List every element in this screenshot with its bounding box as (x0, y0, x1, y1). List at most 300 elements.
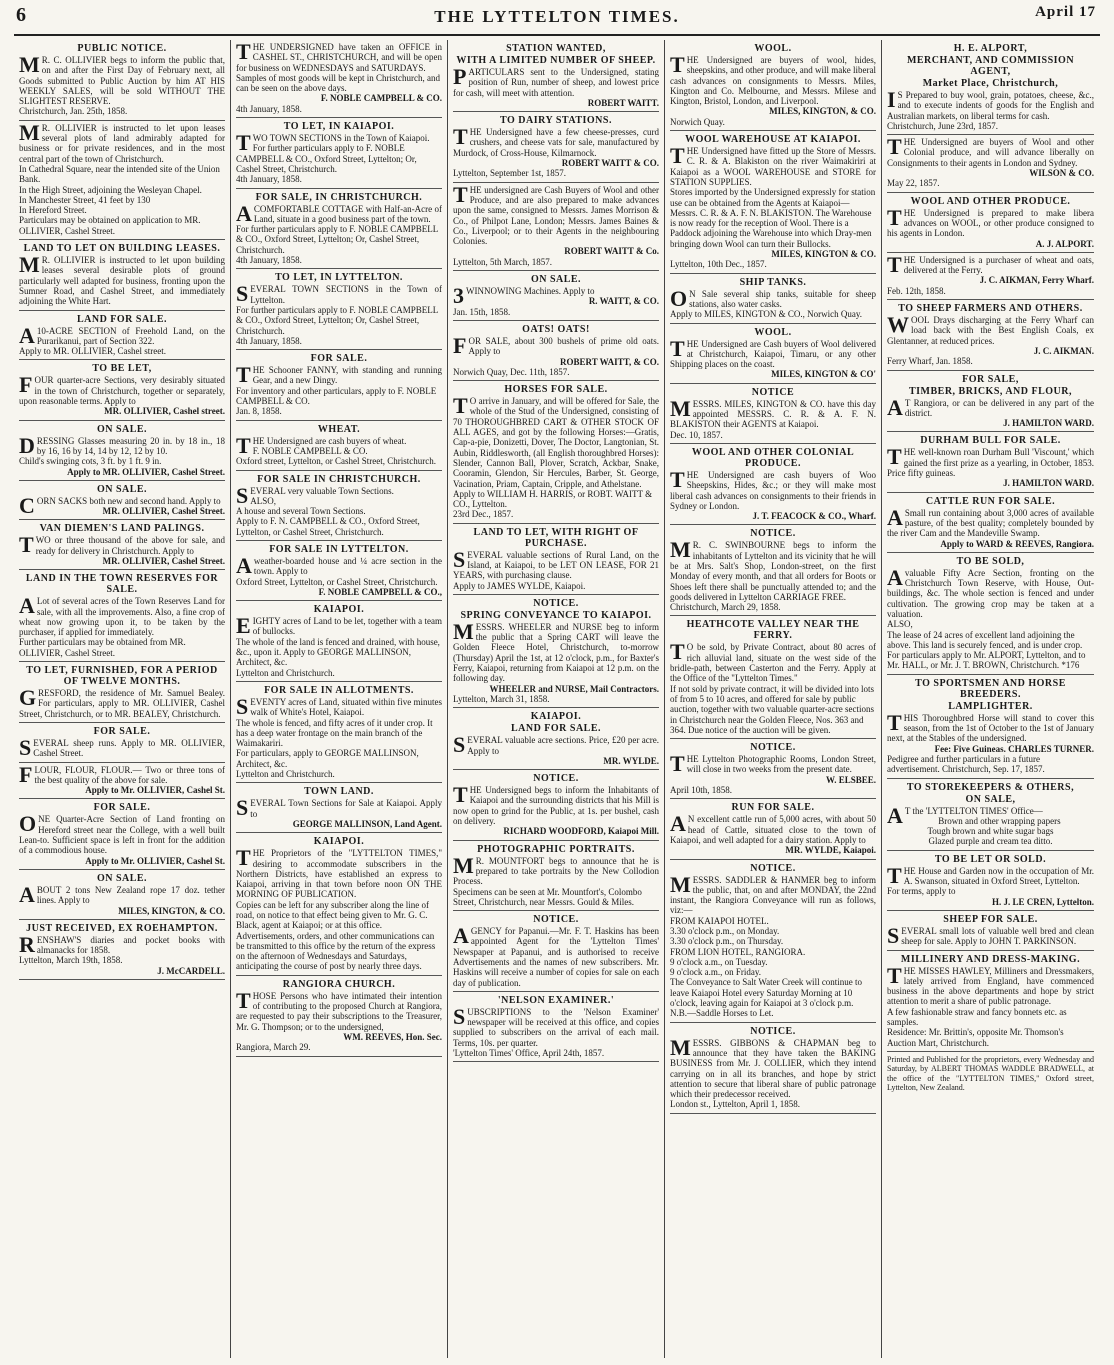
ad-text: In Hereford Street. (19, 205, 87, 216)
ad-signature: F. NOBLE CAMPBELL & CO., (318, 586, 442, 597)
ad-text: For particulars apply to Mr. ALPORT, Lyttelton, and to Mr. HALL, or Mr. J. T. BROWN, Christchurch. *176 (887, 650, 1086, 671)
ad-body: SEVERAL very valuable Town Sections. (236, 482, 394, 508)
ad-dateline: London st., Lyttelton, April 1, 1858. (670, 1099, 800, 1110)
advertisement (670, 444, 876, 525)
ad-dateline: April 10th, 1858. (670, 785, 732, 796)
advertisement (236, 189, 442, 270)
ad-signature: MR. OLLIVIER, Cashel street. (104, 406, 225, 417)
advertisement (19, 662, 225, 723)
ad-heading: FOR SALE, (962, 373, 1019, 385)
ad-heading: CATTLE RUN FOR SALE. (925, 495, 1056, 507)
ad-signature: MR. OLLIVIER, Cashel Street. (102, 506, 225, 517)
ad-dateline: 'Lyttelton Times' Office, April 24th, 1857. (453, 1048, 605, 1059)
advertisement (887, 40, 1094, 135)
ad-heading: SHEEP FOR SALE. (943, 913, 1038, 925)
ad-body: SEVERAL sheep runs. Apply to MR. OLLIVIER, Cashel Street. (19, 734, 225, 760)
ad-heading: NOTICE (751, 386, 795, 398)
ad-heading: TO SHEEP FARMERS AND OTHERS. (898, 303, 1083, 315)
page-number: 6 (16, 4, 26, 26)
ad-heading: HORSES FOR SALE. (504, 384, 608, 396)
advertisement (670, 274, 876, 324)
ad-signature: F. NOBLE CAMPBELL & CO. (320, 93, 442, 104)
ad-heading: KAIAPOI. (313, 604, 365, 616)
ad-subheading: LAND FOR SALE. (510, 723, 602, 735)
ad-heading: NOTICE. (750, 862, 796, 874)
ad-heading: NOTICE. (750, 1025, 796, 1037)
ad-heading: WOOL. (754, 326, 792, 338)
advertisement (887, 253, 1094, 300)
ad-heading: PHOTOGRAPHIC PORTRAITS. (477, 843, 635, 855)
ad-heading: MILLINERY AND DRESS-MAKING. (900, 953, 1081, 965)
ad-subheading: Market Place, Christchurch, (922, 78, 1059, 89)
ad-heading: TO LET, IN LYTTELTON. (275, 272, 403, 284)
ad-body: ALot of several acres of the Town Reserves Land for sale, with all the improvements. Also, a fine crop of wheat now growing upon it, to be taken by the purchaser, if applied for immediately. (19, 593, 225, 638)
ad-dateline: Jan. 8, 1858. (236, 406, 282, 417)
ad-body: THIS Thoroughbred Horse will stand to cover this season, from the 1st of October to the 1st of January next, at the Stables of the undersigned. (887, 709, 1094, 744)
ad-body: IS Prepared to buy wool, grain, potatoes, cheese, &c., and to execute indents of goods for the English and Australian markets, on liberal terms for cash. (887, 87, 1094, 121)
advertisement (453, 770, 659, 840)
ad-text: Particulars may be obtained on application to MR. OLLIVIER, Cashel Street. (19, 215, 201, 236)
advertisement (670, 384, 876, 444)
ad-body: THE Lyttelton Photographic Rooms, London Street, will close in two weeks from the present date. (670, 751, 876, 777)
ad-heading: LAND TO LET ON BUILDING LEASES. (23, 243, 221, 255)
ad-body: Aweather-boarded house and ¼ acre section in the town. Apply to (236, 552, 442, 578)
ad-dateline: Lyttelton, September 1st, 1857. (453, 168, 566, 179)
ad-heading: PUBLIC NOTICE. (77, 43, 167, 54)
advertisement (236, 541, 442, 601)
ad-heading: ON SALE. (530, 274, 582, 286)
ad-text: FROM LION HOTEL, RANGIORA. (670, 946, 806, 957)
ad-list-item: Brown and other wrapping papers (938, 815, 1061, 826)
ad-body: GRESFORD, the residence of Mr. Samuel Bealey. For particulars, apply to MR. OLLIVIER, Cashel Street, Christchurch, or to MR. BEALEY, Christchurch. (19, 685, 225, 719)
ad-body: THE Undersigned begs to inform the Inhabitants of Kaiapoi and the surrounding districts that his Mill is now open to grind for the Public, at 1s. per bushel, cash on delivery. (453, 782, 659, 827)
ad-body: EIGHTY acres of Land to be let, together with a team of bullocks. (236, 613, 442, 639)
ad-signature: J. C. AIKMAN. (1033, 345, 1094, 356)
ad-signature: MILES, KINGTON & CO' (771, 369, 876, 380)
advertisement (236, 601, 442, 682)
ad-text: Child's swinging cots, 3 ft. by 1 ft. 9 in. (19, 456, 162, 467)
advertisement (453, 524, 659, 595)
ad-text: A few fashionable straw and fancy bonnets etc. as samples. (887, 1006, 1067, 1027)
ad-text: Apply to F. N. CAMPBELL & CO., Oxford Street, Lyttelton, or Cashel Street, Christchurch. (236, 516, 420, 537)
ad-dateline: Christchurch, March 29, 1858. (670, 602, 781, 613)
ad-subheading: ON SALE, (965, 793, 1016, 805)
ad-heading: 'NELSON EXAMINER.' (497, 994, 615, 1006)
ad-body: SEVERAL Town Sections for Sale at Kaiapoi. Apply to (236, 795, 442, 821)
ad-body: ASmall run containing about 3,000 acres of available pasture, of the best quality; completely bounded by the river Cam and the Mandeville Swamp. (887, 504, 1094, 539)
ad-dateline: 4th January, 1858. (236, 103, 302, 114)
ad-body: THE well-known roan Durham Bull 'Viscount,' which gained the first prize as a yearling, in October, 1853. Price fifty guineas. (887, 444, 1094, 479)
ad-text: Copies can be left for any subscriber along the line of road, on notice to that effect being given to Mr. G. C. Black, agent at Kaiapoi; or at this office. (236, 899, 429, 931)
newspaper-title: THE LYTTELTON TIMES. (434, 7, 680, 26)
ad-heading: RANGIORA CHURCH. (282, 978, 396, 990)
ad-subheading: MERCHANT, AND COMMISSION AGENT, (906, 55, 1075, 77)
ad-list-item: Tough brown and white sugar bags (927, 826, 1054, 837)
ad-signature: WHEELER and NURSE, Mail Contractors. (489, 683, 659, 694)
advertisement (453, 595, 659, 708)
ad-body: FOR SALE, about 300 bushels of prime old oats. Apply to (453, 332, 659, 358)
ad-body: ON Sale several ship tanks, suitable for sheep stations, also water casks. (670, 285, 876, 311)
advertisement (453, 271, 659, 321)
ad-dateline: May 22, 1857. (887, 178, 940, 189)
advertisement (236, 269, 442, 350)
ad-signature: Apply to Mr. OLLIVIER, Cashel St. (85, 785, 225, 796)
ad-body: FLOUR, FLOUR, FLOUR.— Two or three tons of the best quality of the above for sale. (19, 761, 225, 787)
ad-signature: J. T. FEACOCK & CO., Wharf. (752, 511, 876, 522)
ad-signature: R. WAITT, & CO. (588, 296, 659, 307)
ad-heading: TO BE LET, (92, 363, 152, 375)
column-1 (14, 40, 231, 1358)
ad-heading: ON SALE. (96, 483, 148, 495)
advertisement (453, 183, 659, 271)
ad-signature: Apply to WARD & REEVES, Rangiora. (940, 538, 1094, 549)
ad-signature: H. J. LE CREN, Lyttelton. (991, 896, 1094, 907)
advertisement (887, 851, 1094, 911)
ad-signature: Apply to MR. OLLIVIER, Cashel Street. (67, 466, 225, 477)
ad-heading: TO BE LET OR SOLD. (934, 853, 1047, 865)
advertisement (236, 118, 442, 188)
ad-heading: FOR SALE IN CHRISTCHURCH. (257, 473, 421, 485)
ad-body: THE Undersigned are cash buyers of wheat. (236, 432, 407, 458)
ad-signature: Fee: Five Guineas. CHARLES TURNER. (934, 743, 1094, 754)
advertisement (887, 911, 1094, 951)
ad-text: Oxford street, Lyttelton, or Cashel Street, Christchurch. (236, 456, 436, 467)
advertisement (236, 976, 442, 1057)
advertisement (453, 708, 659, 770)
ad-heading: TO BE SOLD, (956, 555, 1025, 567)
ad-body: MR. C. OLLIVIER begs to inform the public that, on and after the First Day of February next, all Goods submitted to Public Auction by him AT HIS WEEKLY SALES, will be sold WITHOUT THE SLIGHTEST RESERVE. (19, 52, 225, 107)
ad-heading: JUST RECEIVED, EX ROEHAMPTON. (26, 922, 218, 934)
ad-signature: MR. WYLDE, Kaiapoi. (785, 845, 876, 856)
ad-text: FROM KAIAPOI HOTEL. (670, 915, 769, 926)
ad-heading: TO DAIRY STATIONS. (500, 115, 612, 127)
column-5 (882, 40, 1099, 1358)
ad-signature: MR. WYLDE. (603, 755, 659, 766)
advertisement (236, 471, 442, 541)
ad-body: Avaluable Fifty Acre Section, fronting on the Christchurch Town Reserve, with House, Out-buildings, &c. The whole section is fenced and under cultivation. The growing crop may be taken at a valuation. (887, 564, 1094, 619)
ad-heading: WOOL WAREHOUSE AT KAIAPOI. (685, 134, 861, 146)
ad-text: Lyttelton and Christchurch. (236, 769, 335, 780)
ad-body: ONE Quarter-Acre Section of Land fronting on Hereford street near the College, with a well built Lean-to. Sufficient space is left in front for the addition of a commodious house. (19, 811, 225, 856)
ad-body: SEVERAL small lots of valuable well bred and clean sheep for sale. Apply to JOHN T. PARKINSON. (887, 922, 1094, 948)
ad-text: Christchurch, Jan. 25th, 1858. (19, 106, 128, 117)
advertisement (19, 240, 225, 310)
advertisement (670, 616, 876, 739)
ad-text: Residence: Mr. Brittin's, opposite Mr. Thomson's Auction Mart, Christchurch. (887, 1027, 1064, 1048)
ad-text: N.B.—Saddle Horses to Let. (670, 1008, 774, 1019)
column-2 (231, 40, 448, 1358)
ad-body: SEVERAL valuable sections of Rural Land, on the Island, at Kaiapoi, to be LET ON LEASE, FOR 21 YEARS, with purchasing clause. (453, 546, 659, 581)
ad-signature: Apply to Mr. OLLIVIER, Cashel St. (85, 855, 225, 866)
advertisement (453, 992, 659, 1062)
ad-heading: WOOL AND OTHER COLONIAL PRODUCE. (691, 446, 855, 469)
ad-body: 3WINNOWING Machines. Apply to (453, 283, 595, 309)
advertisement (887, 675, 1094, 779)
ad-body: MESSRS. GIBBONS & CHAPMAN beg to announce that they have taken the BAKING BUSINESS from Mr. J. COLLIER, which they intend carrying on in all its branches, and hope by strict attention to secure that liberal share of public patronage which their predecessor received. (670, 1034, 876, 1100)
ad-text: Apply to JAMES WYLDE, Kaiapoi. (453, 580, 586, 591)
advertisement (453, 841, 659, 911)
ad-body: MESSRS. MILES, KINGTON & CO. have this day appointed MESSRS. C. R. & A. F. N. BLAKISTON their AGENTS at Kaiapoi. (670, 395, 876, 430)
ad-text: The whole of the land is fenced and drained, with house, &c., upon it. Apply to GEORGE MALLINSON, Architect, &c. (236, 636, 440, 668)
ad-heading: FOR SALE. (93, 802, 151, 814)
advertisement (236, 350, 442, 420)
ad-body: TWO or three thousand of the above for sale, and ready for delivery in Christchurch. Apply to (19, 532, 225, 558)
ad-dateline: Lyttelton, 5th March, 1857. (453, 256, 552, 267)
ad-signature: GEORGE MALLINSON, Land Agent. (292, 818, 442, 829)
advertisement (670, 525, 876, 616)
ad-body: MR. MOUNTFORT begs to announce that he is prepared to take portraits by the New Collodion Process. (453, 852, 659, 887)
ad-text: Stores imported by the Undersigned expressly for station use can be obtained from the Agents at Kaiapoi—Messrs. C. R. & A. F. N. BLAKISTON. The Warehouse is now ready for the reception of Wool. There is a Paddock adjoining the Warehouse into which Dray-men bringing down Wool can turn their Bullocks. (670, 187, 876, 249)
ad-text: In Manchester Street, 41 feet by 130 (19, 194, 151, 205)
ad-body: THE Undersigned are buyers of Wool and other Colonial produce, and will advance liberally on Consignments to their agents in London and Sydney. (887, 134, 1094, 168)
ad-heading: FOR SALE, IN CHRISTCHURCH. (255, 191, 423, 203)
ad-list-item: Glazed purple and cream tea ditto. (928, 836, 1053, 847)
advertisement (19, 360, 225, 420)
advertisement (19, 570, 225, 662)
advertisement (19, 40, 225, 121)
ad-heading: TO SPORTSMEN AND HORSE BREEDERS. (915, 677, 1066, 700)
ad-text: Specimens can be seen at Mr. Mountfort's, Colombo Street, Christchurch, near Messrs. Gould & Miles. (453, 886, 642, 907)
ad-body: THE Undersigned are Cash buyers of Wool delivered at Christchurch, Kaiapoi, Timaru, or any other Shipping places on the coast. (670, 335, 876, 370)
ad-heading: NOTICE. (533, 914, 579, 926)
ad-heading: NOTICE. (750, 742, 796, 754)
advertisement (19, 311, 225, 361)
ad-dateline: Pedigree and further particulars in a future advertisement. Christchurch, Sep. 17, 1857. (887, 753, 1045, 775)
ad-text: Oxford Street, Lyttelton, or Cashel Street, Christchurch. (236, 576, 438, 587)
ad-dateline: 4th January, 1858. (236, 174, 302, 185)
advertisement (887, 300, 1094, 370)
ad-signature: MR. OLLIVIER, Cashel Street. (102, 555, 225, 566)
ad-dateline: Jan. 15th, 1858. (453, 306, 511, 317)
ad-text: A house and several Town Sections. (236, 506, 366, 517)
ad-text: Apply to MR. OLLIVIER, Cashel street. (19, 346, 166, 357)
advertisement (670, 1023, 876, 1114)
ad-text: For further particulars apply to F. NOBLE CAMPBELL & CO., Oxford Street, Lyttelton; Or, Cashel Street, Christchurch. (236, 224, 438, 255)
advertisement (887, 371, 1094, 433)
ad-heading: SHIP TANKS. (739, 276, 807, 288)
columns (14, 40, 1100, 1358)
advertisement (236, 833, 442, 976)
ad-signature: J. C. AIKMAN, Ferry Wharf. (979, 275, 1094, 286)
ad-body: TO arrive in January, and will be offered for Sale, the whole of the Stud of the Undersigned, consisting of 70 THOROUGHBRED CART & OTHER STOCK OF ALL AGES, and got by the following Horses:—Gratis, Cap-a-pie, Donizetti, Dover, The Doctor, Langtonian, St. Aubin, Riddlesworth, (all English thoroughbred Horses): Slender, Cannon Ball, Plover, Scratch, Ackbar, Snake, Cooramin, Glendon, Sir Hercules, Barber, St. George, Vacination, Priam, Captain, Cripple, and Athelstane. (453, 393, 659, 489)
ad-dateline: Feb. 12th, 1858. (887, 285, 946, 296)
ad-text: Apply to WILLIAM H. HARRIS, or ROBT. WAITT & CO., Lyttelton. (453, 488, 653, 510)
ad-heading: NOTICE. (750, 528, 796, 540)
ad-text: If not sold by private contract, it will be divided into lots of from 5 to 10 acres, and offered for sale by public auction, together with two valuable quarter-acre sections in Christchurch near the Golden Fleece, Nos. 363 and 364. Due notice of the auction will be given. (670, 683, 874, 735)
ad-text: ALSO, (250, 495, 277, 506)
ad-heading: LAND FOR SALE. (76, 313, 168, 325)
ad-body: SEVERAL TOWN SECTIONS in the Town of Lyttelton. (236, 281, 442, 307)
ad-signature: J. McCARDELL. (157, 965, 225, 976)
advertisement (887, 432, 1094, 492)
ad-body: MR. C. SWINBOURNE begs to inform the inhabitants of Lyttelton and its vicinity that he will be at Mrs. Salt's Shop, London-street, on the first Monday of every month, and that all orders for Boots or Shoes left there shall be punctually attended to; and the goods delivered in Lyttelton CARRIAGE FREE. (670, 537, 876, 602)
advertisement (19, 870, 225, 920)
advertisement (19, 520, 225, 570)
ad-body: AN excellent cattle run of 5,000 acres, with about 50 head of Cattle, situated close to the town of Kaiapoi, and well adapted for a dairy station. Apply to (670, 811, 876, 845)
ad-body: TWO TOWN SECTIONS in the Town of Kaiapoi. (236, 130, 430, 156)
ad-text: Samples of most goods will be kept in Christchurch, and can be seen on the above days. (236, 72, 440, 94)
ad-heading: TOWN LAND. (304, 786, 374, 798)
ad-text: Lyttelton and Christchurch. (236, 667, 335, 678)
advertisement (236, 682, 442, 783)
ad-body: MESSRS. WHEELER and NURSE beg to inform the public that a Spring CART will leave the Golden Fleece Hotel, Christchurch, to-morrow (Thursday) April the 1st, at 12 o'clock, p.m., for Baxter's Ferry, Kaiapoi, returning from Kaiapoi at 12 p.m. on the following day. (453, 618, 659, 684)
ad-heading: FOR SALE IN ALLOTMENTS. (264, 684, 414, 696)
ad-text: In the High Street, adjoining the Wesleyan Chapel. (19, 184, 202, 195)
ad-body: DRESSING Glasses measuring 20 in. by 18 in., 18 by 16, 16 by 14, 14 by 12, 12 by 10. (19, 432, 225, 458)
ad-text: 3.30 o'clock p.m., on Monday. (670, 926, 780, 936)
ad-dateline: Norwich Quay. (670, 116, 725, 127)
ad-heading: OATS! OATS! (522, 323, 590, 335)
ad-body: CORN SACKS both new and second hand. Apply to (19, 492, 221, 518)
ad-dateline: Lyttelton, 10th Dec., 1857. (670, 259, 767, 270)
ad-text: 9 o'clock a.m., on Friday. (670, 967, 762, 978)
advertisement (887, 135, 1094, 192)
ad-body: SEVENTY acres of Land, situated within five minutes walk of White's Hotel, Kaiapoi. (236, 693, 442, 719)
ad-text: Apply to MILES, KINGTON & CO., Norwich Quay. (670, 309, 862, 320)
ad-dateline: 4th January, 1858. (236, 255, 302, 266)
ad-text: F. NOBLE CAMPBELL & CO. (252, 445, 368, 456)
advertisement (670, 799, 876, 859)
advertisement (670, 860, 876, 1023)
ad-signature: J. HAMILTON WARD. (1003, 478, 1094, 489)
advertisement (453, 112, 659, 182)
ad-heading: VAN DIEMEN'S LAND PALINGS. (39, 523, 205, 535)
advertisement (236, 783, 442, 833)
ad-body: AT Rangiora, or can be delivered in any part of the district. (887, 394, 1094, 420)
ad-text: 23rd Dec., 1857. (453, 509, 514, 520)
ad-heading: WOOL AND OTHER PRODUCE. (910, 195, 1071, 207)
advertisement (453, 911, 659, 992)
ad-heading: KAIAPOI. (530, 711, 582, 723)
ad-body: A10-ACRE SECTION of Freehold Land, on the Purarikanui, part of Section 322. (19, 322, 225, 348)
ad-heading: STATION WANTED, (506, 43, 606, 54)
ad-signature: J. HAMILTON WARD. (1003, 418, 1094, 429)
advertisement (670, 739, 876, 799)
advertisement (887, 951, 1094, 1052)
advertisement (236, 421, 442, 471)
ad-body: ABOUT 2 tons New Zealand rope 17 doz. tether lines. Apply to (19, 881, 225, 907)
ad-signature: MILES, KINGTON & CO. (771, 249, 876, 260)
ad-text: 3.30 o'clock p.m., on Thursday. (670, 936, 784, 947)
ad-body: MESSRS. SADDLER & HANMER beg to inform the public, that, on and after MONDAY, the 22nd instant, the Rangiora Conveyance will run as follows, viz:— (670, 871, 876, 916)
ad-dateline: Norwich Quay, Dec. 11th, 1857. (453, 366, 570, 377)
ad-text: For inventory and other particulars, apply to F. NOBLE CAMPBELL & CO. (236, 385, 437, 407)
ad-text: For further particulars apply to F. NOBLE CAMPBELL & CO., Oxford Street, Lyttelton; Or, Cashel Street, Christchurch. (236, 304, 438, 336)
ad-heading: HEATHCOTE VALLEY NEAR THE FERRY. (686, 619, 860, 642)
ad-body: THE Undersigned is a purchaser of wheat and oats, delivered at the Ferry. (887, 251, 1094, 277)
ad-body: TO be sold, by Private Contract, about 80 acres of rich alluvial land, situate on the west side of the bridle-path, between Casterton and the Ferry. Apply at the Office of the "Lyttelton Times." (670, 639, 876, 684)
ad-signature: ROBERT WAITT & CO. (561, 158, 659, 169)
ad-heading: KAIAPOI. (313, 836, 365, 848)
ad-heading: H. E. ALPORT, (953, 43, 1028, 54)
ad-text: For particulars, apply to GEORGE MALLINSON, Architect, &c. (236, 748, 419, 769)
ad-dateline: Rangiora, March 29. (236, 1042, 311, 1053)
ad-text: For terms, apply to (887, 886, 956, 897)
advertisement (453, 321, 659, 381)
ad-signature: ROBERT WAITT, & CO. (560, 356, 659, 367)
advertisement (670, 324, 876, 384)
ad-subheading: WITH A LIMITED NUMBER OF SHEEP. (456, 55, 656, 66)
issue-date: April 17 (1035, 4, 1096, 20)
advertisement (19, 920, 225, 980)
ad-body: THE Undersigned are cash buyers of Woo Sheepskins, Hides, &c.; or they will make most liberal cash advances on consignments to their friends in Sydney or London. (670, 466, 876, 511)
ad-heading: FOR SALE. (93, 725, 151, 737)
ad-body: AGENCY for Papanui.—Mr. F. T. Haskins has been appointed Agent for the 'Lyttelton Times' Newspaper at Papanui, and is authorised to receive Advertisements and the names of new subscribers. Mr. Haskins will receive a number of copies for sale on each day of publication. (453, 923, 659, 988)
imprint: Printed and Published for the proprietors, every Wednesday and Saturday, by ALBERT THOMAS WADDLE BRADWELL, at the office of the "LYTTELTON TIMES," Oxford street, Lyttelton, New Zealand. (887, 1054, 1094, 1093)
ad-body: FOUR quarter-acre Sections, very desirably situated in the town of Christchurch, together or separately, upon reasonable terms. Apply to (19, 372, 225, 407)
advertisement (19, 763, 225, 800)
ad-signature: RICHARD WOODFORD, Kaiapoi Mill. (503, 826, 659, 837)
ad-signature: W. ELSBEE. (826, 774, 876, 785)
ad-signature: ROBERT WAITT & Co. (564, 246, 659, 257)
ad-signature: ROBERT WAITT. (587, 97, 659, 108)
advertisement (887, 193, 1094, 253)
ad-text: The lease of 24 acres of excellent land adjoining the above. This land is securely fenced, and is under crop. (887, 629, 1083, 650)
ad-heading: ON SALE. (96, 872, 148, 884)
advertisement (19, 421, 225, 481)
ad-body: AT the 'LYTTELTON TIMES' Office— (887, 802, 1043, 828)
ad-subheading: SPRING CONVEYANCE TO KAIAPOI. (460, 609, 652, 621)
ad-dateline: Dec. 10, 1857. (670, 429, 723, 440)
ad-body: MR. OLLIVIER is instructed to let upon leases several plots of land admirably adapted for business or for private residences, and in the most central part of the town of Christchurch. (19, 119, 225, 164)
advertisement (19, 481, 225, 521)
ad-subheading: LAMPLIGHTER. (948, 700, 1033, 712)
ad-body: THE House and Garden now in the occupation of Mr. A. Swanson, situated in Oxford Street, Lyttelton. (887, 862, 1094, 888)
advertisement (19, 723, 225, 763)
ad-body: THE UNDERSIGNED have taken an OFFICE in CASHEL ST., CHRISTCHURCH, and will be open for business on WEDNESDAYS and SATURDAYS. (236, 40, 442, 73)
ad-heading: DURHAM BULL FOR SALE. (920, 435, 1061, 447)
ad-body: THE Undersigned are buyers of wool, hides, sheepskins, and other produce, and will make liberal cash advances on consignments to Messrs. Miles, Kington and Co. Melbourne, and Messrs. Milese and Kington, Bristol, London, and Liverpool. (670, 52, 876, 107)
ad-text: In Cathedral Square, near the intended site of the Union Bank. (19, 163, 220, 185)
ad-heading: NOTICE. (533, 773, 579, 785)
ad-text: The Conveyance to Salt Water Creek will continue to leave Kaiapoi Hotel every Saturday Morning at 10 o'clock, leaving again for Kaiapoi at 3 o'clock p.m. (670, 977, 863, 1009)
ad-body: PARTICULARS sent to the Undersigned, stating position of Run, number of sheep, and lowest price for cash, will meet with attention. (453, 64, 659, 98)
advertisement (887, 553, 1094, 675)
advertisement (670, 40, 876, 131)
ad-signature: WILSON & CO. (1029, 168, 1094, 179)
ad-heading: FOR SALE. (310, 353, 368, 365)
ad-text: 9 o'clock a.m., on Tuesday. (670, 956, 768, 967)
ad-dateline: Ferry Wharf, Jan. 1858. (887, 356, 973, 367)
ad-heading: TO LET, FURNISHED, FOR A PERIOD OF TWELVE MONTHS. (26, 665, 218, 688)
ad-body: THE MISSES HAWLEY, Milliners and Dressmakers, lately arrived from England, have commenced business in the above departments and hope by strict attention to merit a share of public patronage. (887, 962, 1094, 1007)
ad-text: Lyttelton, March 19th, 1858. (19, 955, 123, 966)
ad-text: Advertisements, orders, and other communications can be transmitted to this office by the return of the express on the afternoon of Wednesdays and Saturdays, anticipating the course of post by nearly three days. (236, 930, 436, 972)
advertisement (236, 40, 442, 118)
advertisement (670, 131, 876, 274)
advertisement (19, 799, 225, 869)
ad-dateline: Lyttelton, March 31, 1858. (453, 693, 550, 704)
column-3 (448, 40, 665, 1358)
ad-subheading: TIMBER, BRICKS, AND FLOUR, (908, 385, 1073, 397)
ad-signature: MILES, KINGTON, & CO. (118, 905, 225, 916)
ad-body: THE Proprietors of the "LYTTELTON TIMES," desiring to accommodate subscribers in the Northern Districts, have established an express to Kaiapoi, arriving in that town before noon ON THE MORNING OF PUBLICATION. (236, 845, 442, 900)
ad-heading: FOR SALE IN LYTTELTON. (269, 543, 409, 555)
ad-body: SEVERAL valuable acre sections. Price, £20 per acre. Apply to (453, 732, 659, 758)
ad-heading: LAND TO LET, WITH RIGHT OF PURCHASE. (473, 526, 639, 549)
ad-heading: RUN FOR SALE. (731, 802, 815, 814)
advertisement (887, 779, 1094, 851)
ad-text: ALSO, (887, 619, 913, 630)
ad-heading: WHEAT. (317, 423, 361, 435)
ad-signature: MILES, KINGTON, & CO. (769, 106, 876, 117)
ad-text: The whole is fenced, and fifty acres of it under crop. It has a deep water frontage on the main branch of the Waimakariri. (236, 717, 433, 749)
ad-heading: NOTICE. (533, 597, 579, 609)
column-4 (665, 40, 882, 1358)
ad-body: THE Undersigned have fitted up the Store of Messrs. C. R. & A. Blakiston on the river Waimakiriri at Kaiapoi as a WOOL WAREHOUSE and STORE for STATION SUPPLIES. (670, 143, 876, 187)
advertisement (453, 381, 659, 524)
masthead (14, 0, 1100, 36)
